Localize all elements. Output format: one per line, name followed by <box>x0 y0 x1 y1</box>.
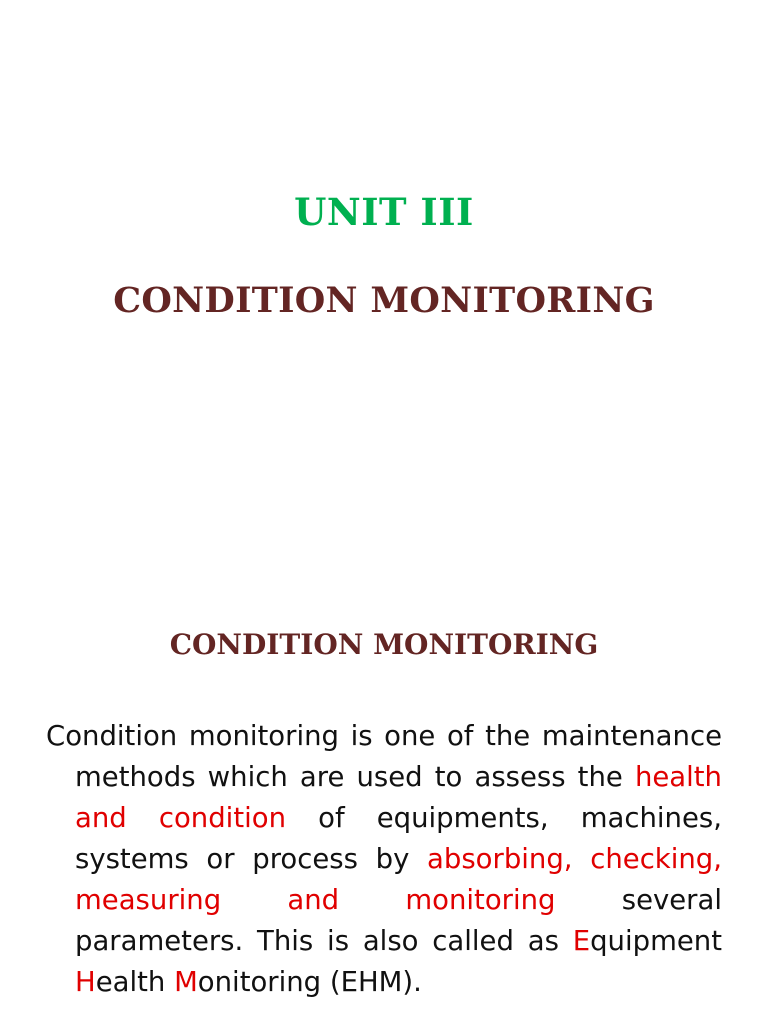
section-title: CONDITION MONITORING <box>169 628 599 661</box>
slide-title: CONDITION MONITORING <box>113 280 655 321</box>
text-segment: of equipments, machines, systems or process by <box>75 802 722 875</box>
text-segment: several parameters. This is also called as <box>75 884 722 957</box>
unit-heading: UNIT III <box>294 190 474 234</box>
highlight-methods: absorbing, checking, measuring and monitoring <box>75 843 723 916</box>
text-segment: Condition monitoring is one of the maintenance methods which are used to assess the <box>46 720 722 793</box>
slide-2 <box>0 576 768 1024</box>
text-segment: quipment <box>590 925 722 957</box>
acronym-letter-e: E <box>572 925 591 957</box>
definition-paragraph <box>46 716 722 1003</box>
acronym-letter-m: M <box>174 966 198 998</box>
text-segment: ealth <box>95 966 175 998</box>
text-segment: onitoring (EHM). <box>197 966 422 998</box>
highlight-health-condition: health and condition <box>75 761 722 834</box>
acronym-letter-h: H <box>75 966 96 998</box>
